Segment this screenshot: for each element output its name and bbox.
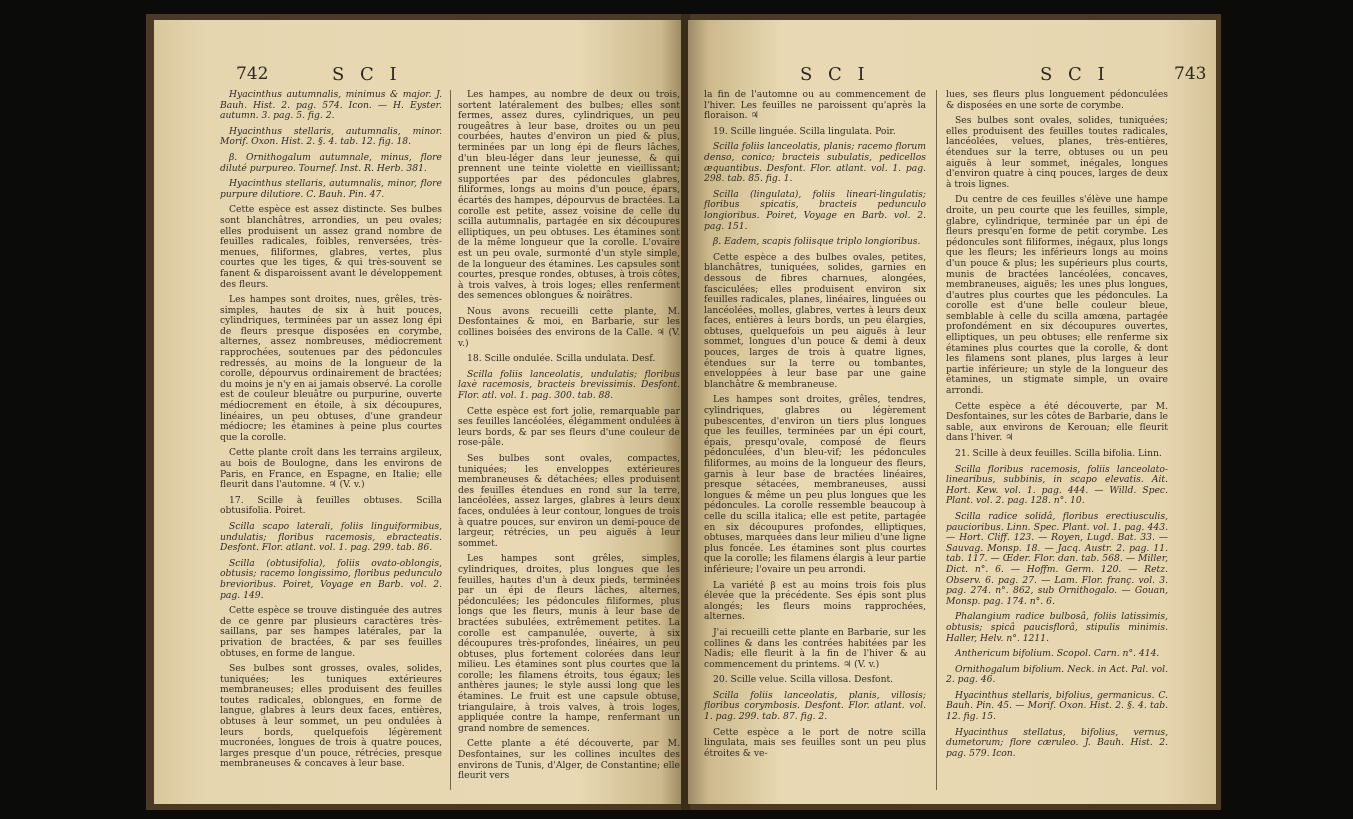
right-page [688, 20, 1216, 804]
paragraph: Scilla (lingulata), foliis lineari-lingulatis; floribus spicatis, bracteis pedunculo longioribus. Poiret, Voyage en Barb. vol. 2. pag. 151. [704, 188, 926, 232]
paragraph: J'ai recueilli cette plante en Barbarie, sur les collines & dans les contrées habitées par les Nadis; elle fleurit à la fin de l'hiver & au commencement du printems. ♃ (V. v.) [704, 626, 926, 670]
paragraph: Phalangium radice bulbosâ, foliis latissimis, obtusis; spicâ paucisflorâ, stipulis minimis. Haller, Helv. n°. 1211. [946, 611, 1168, 644]
paragraph: Les hampes, au nombre de deux ou trois, sortent latéralement des bulbes; elles sont fermes, assez dures, cylindriques, un peu rougeâtres à leur base, droites ou un peu courbées, hautes d'environ un pied & plus, terminées par un long épi de fleurs lâches, d'un bleu-léger dans leur jeunesse, & qui prennent une teinte violette en vieillissant; supportées par des pédoncules glabres, filiformes, longs au moins d'un pouce, épars, écartés des hampes, dépourvus de bractées. La corolle est petite, assez voisine de celle du scilla autumnalis, partagée en six découpures elliptiques, un peu obtuses. Les étamines sont de la même longueur que la corolle. L'ovaire est un peu ovale, surmonté d'un style simple, de la longueur des étamines. Les capsules sont courtes, presque rondes, obtuses, à trois côtes, à trois valves, à trois loges; elles renferment des semences oblongues & noirâtres. [458, 89, 680, 302]
left-running-head: S C I [332, 64, 402, 85]
paragraph: Scilla floribus racemosis, foliis lanceolato-linearibus, subbinis, in scapo elevatis. Ait. Hort. Kew. vol. 1. pag. 444. — Willd. Spec. Plant. vol. 2. pag. 128. n°. 10. [946, 463, 1168, 507]
right-column-2 [946, 90, 1168, 764]
paragraph: Cette espèce a été découverte, par M. Desfontaines, sur les côtes de Barbarie, dans le sable, aux environs de Kerouan; elle fleurit dans l'hiver. ♃ [946, 400, 1168, 444]
paragraph: Les hampes sont droites, nues, grêles, très-simples, hautes de six à huit pouces, cylindriques, terminées par un assez long épi de fleurs presque disposées en corymbe, alternes, assez nombreuses, médiocrement rapprochées, soutenues par des pédoncules redressés, au moins de la longueur de la corolle, dépourvus ordinairement de bractées; du moins je n'y en ai jamais observé. La corolle est de couleur bleuâtre ou purpurine, ouverte médiocrement en étoile, à six découpures, linéaires, un peu obtuses, d'une grandeur médiocre; les étamines à peine plus courtes que la corolle. [220, 294, 442, 443]
paragraph: Du centre de ces feuilles s'élève une hampe droite, un peu courte que les feuilles, simple, glabre, cylindrique, terminée par un épi de fleurs presqu'en forme de petit corymbe. Les pédoncules sont filiformes, inégaux, plus longs que les fleurs; les inférieurs longs au moins d'un pouce & plus; les supérieurs plus courts, munis de bractées lancéolées, concaves, membraneuses, aiguës; les unes plus longues, d'autres plus courtes que les pédoncules. La corolle est d'une belle couleur bleue, semblable à celle du scilla amœna, partagée profondément en six découpures ouvertes, elliptiques, un peu obtuses; elle renferme six étamines plus courtes que la corolle, & dont les filamens sont planes, plus larges à leur partie inférieure; un style de la longueur des étamines, un stigmate simple, un ovaire arrondi. [946, 194, 1168, 397]
left-column-2 [458, 90, 680, 787]
paragraph: β. Eadem, scapis foliisque triplo longioribus. [713, 236, 921, 248]
species-heading: 20. Scille velue. Scilla villosa. Desfont. [713, 674, 894, 686]
species-heading: 21. Scille à deux feuilles. Scilla bifolia. Linn. [955, 448, 1162, 459]
paragraph: Scilla scapo laterali, foliis linguiformibus, undulatis; floribus racemosis, ebracteatis. Desfont. Flor. atlant. vol. 1. pag. 299. tab. 86. [220, 520, 442, 554]
paragraph: Scilla foliis lanceolatis, undulatis; floribus laxè racemosis, bracteis brevissimis. Desfont. Flor. atl. vol. 1. pag. 300. tab. 88. [458, 368, 680, 402]
right-page-number: 743 [1174, 64, 1207, 84]
column-rule [936, 90, 937, 790]
paragraph: Ses bulbes sont ovales, compactes, tuniquées; les enveloppes extérieures membraneuses & détachées; elles produisent des feuilles étendues en rond sur la terre, lancéolées, assez larges, glabres à leurs deux faces, ondulées à leur contour, longues de trois à quatre pouces, sur environ un demi-pouce de largeur, rétrécies, un peu aiguës à leur sommet. [458, 453, 680, 549]
paragraph: Scilla radice solidâ, floribus erectiusculis, paucioribus. Linn. Spec. Plant. vol. 1. pag. 443. — Hort. Cliff. 123. — Royen, Lugd. Bat. 33. — Sauvag. Monsp. 18. — Jacq. Austr. 2. pag. 11. tab. 117. — Œder. Flor. dan. tab. 568. — Miller, Dict. n°. 6. — Hoffm. Germ. 120. — Retz. Observ. 6. pag. 27. — Lam. Flor. franç. vol. 3. pag. 274. n°. 862, sub Ornithogalo. — Gouan, Monsp. pag. 174. n°. 6. [946, 510, 1168, 607]
paragraph: Hyacinthus stellatus, bifolius, vernus, dumetorum; flore cæruleo. J. Bauh. Hist. 2. pag. 579. Icon. [946, 726, 1168, 759]
paragraph: Cette plante croît dans les terrains argileux, au bois de Boulogne, dans les environs de Paris, en France, en Espagne, en Italie; elle fleurit dans l'automne. ♃ (V. v.) [220, 447, 442, 491]
paragraph: Scilla foliis lanceolatis, planis; racemo florum denso, conico; bracteis subulatis, pedicellos æquantibus. Desfont. Flor. atlant. vol. 1. pag. 298. tab. 85. fig. 1. [704, 141, 926, 185]
paragraph: Les hampes sont grêles, simples, cylindriques, droites, plus longues que les feuilles, hautes d'un à deux pieds, terminées par un épi de fleurs lâches, alternes, pédonculées; les pédoncules filiformes, plus longs que les fleurs, munis à leur base de bractées subulées, extrêmement petites. La corolle est campanulée, ouverte, à six découpures très-profondes, linéaires, un peu obtuses, plus fortement colorées dans leur milieu. Les étamines sont plus courtes que la corolle; les filamens étroits, tous égaux; les anthères jaunes; le style aussi long que les étamines. Le fruit est une capsule obtuse, triangulaire, à trois valves, à trois loges, appliquée contre la hampe, renfermant un grand nombre de semences. [458, 553, 680, 734]
paragraph: Hyacinthus stellaris, autumnalis, minor, flore purpure dilutiore. C. Bauh. Pin. 47. [220, 178, 442, 200]
paragraph: Les hampes sont droites, grêles, tendres, cylindriques, glabres ou légèrement pubescentes, d'environ un tiers plus longues que les feuilles, terminées par un épi court, épais, presqu'ovale, composé de fleurs pédonculées, d'un bleu-vif; les pédoncules filiformes, au moins de la longueur des fleurs, garnis à leur base de bractées linéaires, presque sétacées, membraneuses, aussi longues & même un peu plus longues que les pédoncules. La corolle ressemble beaucoup à celle du scilla italica; elle est petite, partagée en six découpures profondes, elliptiques, obtuses, marquées dans leur milieu d'une ligne plus foncée. Les étamines sont plus courtes que la corolle; les filamens élargis à leur partie inférieure; l'ovaire un peu arrondi. [704, 394, 926, 575]
species-heading: 19. Scille linguée. Scilla lingulata. Poir. [713, 125, 896, 137]
paragraph: Ornithogalum bifolium. Neck. in Act. Pal. vol. 2. pag. 46. [946, 663, 1168, 686]
book-spread [146, 14, 1221, 810]
column-rule [450, 90, 451, 790]
paragraph: Cette espèce a le port de notre scilla lingulata, mais ses feuilles sont un peu plus étroites & ve- [704, 726, 926, 759]
paragraph: Hyacinthus stellaris, bifolius, germanicus. C. Bauh. Pin. 45. — Morif. Oxon. Hist. 2. §. 4. tab. 12. fig. 15. [946, 689, 1168, 723]
paragraph: β. Ornithogalum autumnale, minus, flore diluté purpureo. Tournef. Inst. R. Herb. 381. [220, 151, 442, 174]
species-heading: 18. Scille ondulée. Scilla undulata. Desf. [467, 353, 656, 365]
paragraph: Cette plante a été découverte, par M. Desfontaines, sur les collines incultes des environs de Tunis, d'Alger, de Constantine; elle fleurit vers [458, 738, 680, 782]
species-heading: 17. Scille à feuilles obtuses. Scilla obtusifolia. Poiret. [220, 494, 442, 517]
paragraph: Anthericum bifolium. Scopol. Carn. n°. 414. [955, 648, 1160, 660]
paragraph: Ses bulbes sont grosses, ovales, solides, tuniquées; les tuniques extérieures membraneuses; elles produisent des feuilles toutes radicales, oblongues, en forme de langue, glabres à leurs deux faces, entières, obtuses à leur sommet, un peu ondulées à leurs bords, quelquefois légèrement mucronées, longues de trois à quatre pouces, larges presque d'un pouce, rétrécies, presque membraneuses & concaves à leur base. [220, 663, 442, 770]
left-page [154, 20, 682, 804]
paragraph: Scilla (obtusifolia), foliis ovato-oblongis, obtusis; racemo longissimo, floribus pedunculo brevioribus. Poiret, Voyage en Barb. vol. 2. pag. 149. [220, 557, 442, 601]
paragraph: Cette espèce est assez distincte. Ses bulbes sont blanchâtres, arrondies, un peu ovales; elles produisent un assez grand nombre de feuilles radicales, foibles, renversées, très-menues, filiformes, glabres, vertes, plus courtes que les tiges, & qui très-souvent se fanent & disparoissent avant le développement des fleurs. [220, 204, 442, 290]
right-running-head-2: S C I [1040, 64, 1110, 85]
left-column-1 [220, 90, 442, 775]
paragraph: lues, ses fleurs plus longuement pédonculées & disposées en une sorte de corymbe. [946, 89, 1168, 111]
left-page-number: 742 [236, 64, 269, 84]
paragraph: Cette espèce a des bulbes ovales, petites, blanchâtres, tuniquées, solides, garnies en dessous de fibres charnues, alongées, fasciculées; elles produisent environ six feuilles radicales, planes, linéaires, linguées ou lancéolées, molles, glabres, vertes à leurs deux faces, entières à leurs bords, un peu élargies, obtuses, quelquefois un peu aiguës à leur sommet, longues d'un pouce & demi à deux pouces, larges de trois à quatre lignes, étendues sur la terre ou tombantes, enveloppées à leur base par une gaine blanchâtre & membraneuse. [704, 251, 926, 390]
paragraph: Nous avons recueilli cette plante, M. Desfontaines & moi, en Barbarie, sur les collines boisées des environs de la Calle. ♃ (V. v.) [458, 305, 680, 349]
right-column-1 [704, 90, 926, 764]
paragraph: Cette espèce se trouve distinguée des autres de ce genre par plusieurs caractères très-saillans, par ses hampes latérales, par la privation de bractées, & par ses feuilles obtuses, en forme de langue. [220, 605, 442, 659]
paragraph: Scilla foliis lanceolatis, planis, villosis; floribus corymbosis. Desfont. Flor. atlant. vol. 1. pag. 299. tab. 87. fig. 2. [704, 689, 926, 723]
paragraph: La variété β est au moins trois fois plus élevée que la précédente. Ses épis sont plus alongés; les fleurs moins rapprochées, alternes. [704, 579, 926, 623]
paragraph: Hyacinthus autumnalis, minimus & major. J. Bauh. Hist. 2. pag. 574. Icon. — H. Eyster. autumn. 3. pag. 5. fig. 2. [220, 89, 442, 122]
right-running-head-1: S C I [800, 64, 870, 85]
paragraph: Ses bulbes sont ovales, solides, tuniquées; elles produisent des feuilles toutes radicales, lancéolées, velues, planes, très-entières, étendues sur la terre, obtuses ou un peu aiguës à leur sommet, inégales, longues d'environ quatre à cinq pouces, larges de deux à trois lignes. [946, 115, 1168, 190]
paragraph: Hyacinthus stellaris, autumnalis, minor. Morif. Oxon. Hist. 2. §. 4. tab. 12. fig. 18. [220, 125, 442, 148]
paragraph: la fin de l'automne ou au commencement de l'hiver. Les feuilles ne paroissent qu'après la floraison. ♃ [704, 89, 926, 122]
paragraph: Cette espèce est fort jolie, remarquable par ses feuilles lancéolées, élégamment ondulées à leurs bords, & par ses fleurs d'une couleur de rose-pâle. [458, 405, 680, 449]
